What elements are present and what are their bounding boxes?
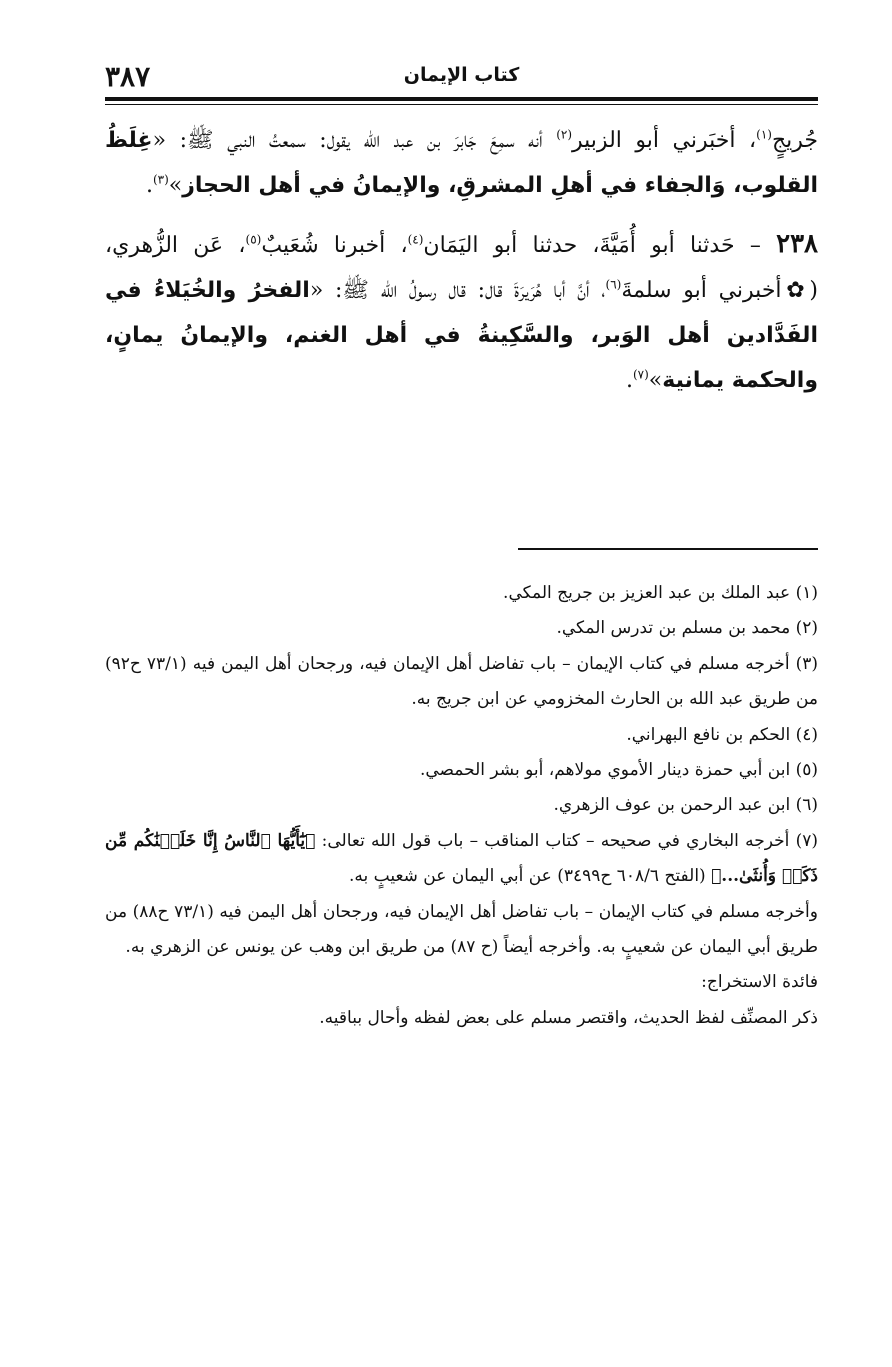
text-segment: أخبرني أبو سلمةَ (621, 278, 782, 303)
text-segment: . (145, 173, 153, 198)
footnotes (105, 576, 818, 1036)
text-segment: (٧) أخرجه البخاري في صحيحه – كتاب المناقب – باب قول الله تعالى: (315, 830, 818, 851)
footnote-ref-6: (٦) (605, 277, 622, 292)
page-number: ٣٨٧ (105, 60, 151, 93)
page-header (105, 60, 818, 100)
text-segment: – حَدثنا أبو أُمَيَّةَ، حدثنا أبو اليَمَان (423, 233, 777, 258)
footnote-ref-2: (٢) (556, 127, 573, 142)
text-segment: (الفتح ٦٠٨/٦ ح٣٤٩٩) عن أبي اليمان عن شعيبٍ به. (348, 866, 712, 887)
hadith-text: غِلَظُ القلوب، وَالجفاء في أهلِ المشرقِ، والإيمانُ في أهل الحجاز (105, 128, 818, 198)
footnote-7-continued: وأخرجه مسلم في كتاب الإيمان – باب تفاضل أهل الإيمان فيه، ورجحان أهل اليمن فيه (٧٣/١ ح٨٨) من طريق أبي اليمان عن شعيبٍ به. وأخرجه أيضاً (ح ٨٧) من طريق ابن وهب عن يونس عن الزهري به. (105, 901, 818, 958)
text-segment: ، أخبرنا شُعَيبٌ (261, 233, 408, 258)
paragraph-1 (105, 118, 818, 208)
paragraph-2 (105, 222, 818, 403)
footnote-6: (٦) ابن عبد الرحمن بن عوف الزهري. (553, 795, 818, 816)
header-rule-thin (105, 104, 818, 105)
main-text (105, 118, 818, 403)
footnote-7 (105, 824, 818, 895)
footnote-separator (518, 548, 818, 550)
footnote-ref-1: (١) (756, 127, 772, 142)
quran-verse: ﴿يَٰٓأَيُّهَا ٱلنَّاسُ إِنَّا خَلَقۡنَٰكُم مِّن ذَكَرٖ وَأُنثَىٰ...﴾ (105, 830, 818, 887)
running-title: كتاب الإيمان (403, 64, 520, 86)
page (105, 0, 818, 1367)
footnote-ref-4: (٤) (407, 232, 424, 247)
text-segment: جُريجٍ (771, 128, 819, 153)
flower-mark: ✿ (781, 278, 810, 303)
text-segment: » (168, 173, 183, 198)
footnote-3: (٣) أخرجه مسلم في كتاب الإيمان – باب تفاضل أهل الإيمان فيه، ورجحان أهل اليمن فيه (٧٣/١ ح٩٢) من طريق عبد الله بن الحارث المخزومي عن ابن جريج به. (105, 653, 818, 710)
text-segment: ، أخبَرني أبو الزبير (572, 128, 757, 153)
footnote-1: (١) عبد الملك بن عبد العزيز بن جريج المكي. (503, 583, 818, 603)
text-segment: ، أنَّ أبا هُرَيرَةَ قال: قال رسولُ الله ﷺ: « (309, 278, 606, 303)
text-segment: أنه سمِعَ جَابرَ بن عبد الله يقول: سمعتُ النبي ﷺ: « (152, 128, 557, 153)
text-segment: ، عَن الزُّهري، ( (105, 233, 818, 303)
footnote-ref-5: (٥) (245, 232, 262, 247)
text-segment: . (625, 368, 633, 393)
footnote-2: (٢) محمد بن مسلم بن تدرس المكي. (556, 618, 818, 639)
footnote-7-benefit-heading: فائدة الاستخراج: (701, 972, 818, 993)
footnote-ref-7: (٧) (632, 367, 649, 382)
text-segment: » (648, 368, 663, 393)
footnote-5: (٥) ابن أبي حمزة دينار الأموي مولاهم، أبو بشر الحمصي. (419, 760, 818, 781)
hadith-text: الفخرُ والخُيَلاءُ في الفَدَّادين أهل الوَبر، والسَّكِينةُ في أهل الغنم، والإيمانُ يمانٍ، والحكمة يمانية (105, 278, 818, 393)
footnote-7-benefit-text: ذكر المصنِّف لفظ الحديث، واقتصر مسلم على بعض لفظه وأحال بباقيه. (319, 1007, 818, 1028)
footnote-ref-3: (٣) (152, 172, 169, 187)
hadith-number: ٢٣٨ (776, 229, 819, 259)
header-rule-thick (105, 97, 818, 101)
footnote-4: (٤) الحكم بن نافع البهراني. (626, 724, 818, 745)
